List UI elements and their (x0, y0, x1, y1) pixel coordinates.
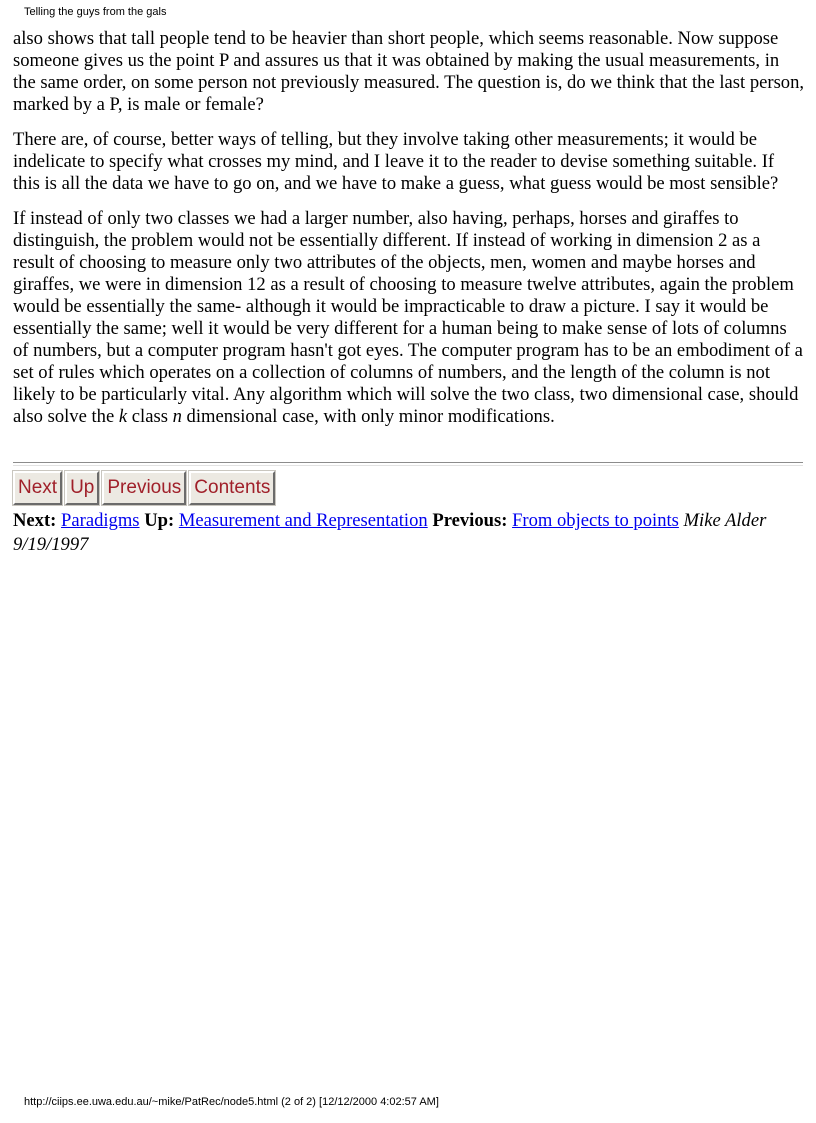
previous-link[interactable]: From objects to points (512, 510, 679, 531)
up-link[interactable]: Measurement and Representation (178, 510, 428, 531)
next-link[interactable]: Paradigms (61, 510, 140, 531)
variable-n: n (172, 406, 182, 427)
paragraph-3-text-b: class (127, 406, 173, 427)
previous-button[interactable]: Previous (102, 471, 186, 505)
nav-button-bar (13, 471, 275, 505)
paragraph-2: There are, of course, better ways of telling, but they involve taking other measurements; it would be indelicate to specify what crosses my mind, and I leave it to the reader to devise something suitable. If this is all the data we have to go on, and we have to make a guess, what guess would be most sensible? (13, 129, 779, 194)
page-footer: http://ciips.ee.uwa.edu.au/~mike/PatRec/node5.html (2 of 2) [12/12/2000 4:02:57 AM] (24, 1096, 439, 1108)
previous-label: Previous: (432, 510, 508, 531)
next-label: Next: (13, 510, 57, 531)
up-button[interactable]: Up (65, 471, 99, 505)
next-button[interactable]: Next (13, 471, 62, 505)
horizontal-rule (13, 462, 803, 466)
variable-k: k (118, 406, 128, 427)
paragraph-1: also shows that tall people tend to be heavier than short people, which seems reasonable. Now suppose someone gives us the point P and assures us that it was obtained by making the usual measurements, in the same order, on some person not previously measured. The question is, do we think that the last person, marked by a P, is male or female? (13, 28, 805, 115)
publish-date: 9/19/1997 (13, 534, 89, 555)
contents-button[interactable]: Contents (189, 471, 275, 505)
author-name: Mike Alder (683, 510, 767, 531)
paragraph-3-text-a: If instead of only two classes we had a larger number, also having, perhaps, horses and giraffes to distinguish, the problem would not be essentially different. If instead of working in dimension 2 as a result of choosing to measure only two attributes of the objects, men, women and maybe horses and giraffes, we were in dimension 12 as a result of choosing to measure twelve attributes, again the problem would be essentially the same- although it would be impracticable to draw a picture. I say it would be essentially the same; well it would be very different for a human being to make sense of lots of columns of numbers, but a computer program hasn't got eyes. The computer program has to be an embodiment of a set of rules which operates on a collection of columns of numbers, and the length of the column is not likely to be particularly vital. Any algorithm which will solve the two class, two dimensional case, should also solve the (13, 208, 803, 427)
page-header: Telling the guys from the gals (24, 6, 167, 18)
paragraph-3 (13, 208, 805, 428)
paragraph-3-text-c: dimensional case, with only minor modifications. (181, 406, 555, 427)
article-body (13, 28, 805, 441)
nav-links (13, 509, 805, 557)
up-label: Up: (144, 510, 175, 531)
